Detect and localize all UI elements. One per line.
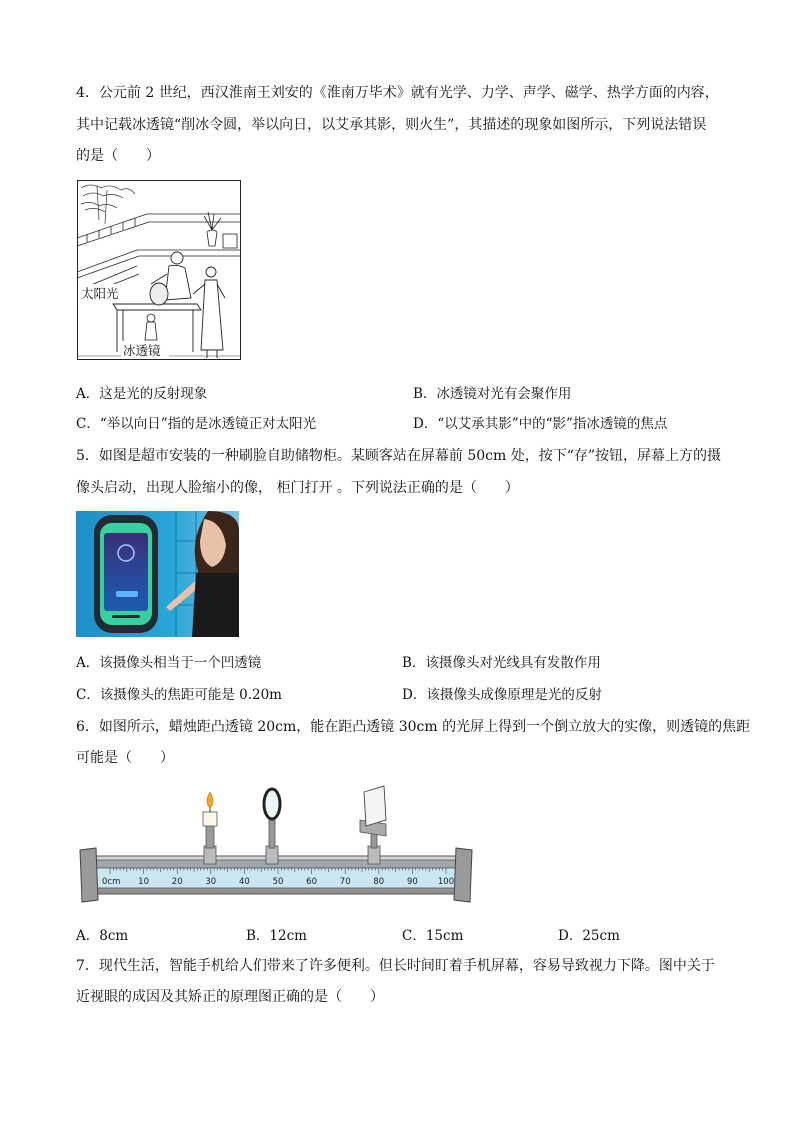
ruler-label: 10 (138, 877, 150, 887)
figure-label-ice-lens: 冰透镜 (123, 343, 161, 358)
figure-label-sun-light: 太阳光 (81, 286, 119, 301)
q6-option-a[interactable]: A．8cm (76, 928, 129, 944)
q6-stem-line-2: 可能是（ ） (76, 750, 174, 766)
convex-lens (264, 789, 280, 864)
ruler-label: 20 (171, 877, 183, 887)
q6-option-b[interactable]: B．12cm (246, 928, 307, 944)
ruler-label: 70 (339, 877, 351, 887)
ruler-label: 80 (373, 877, 385, 887)
q4-figure-ice-lens-illustration (77, 180, 241, 360)
q4-option-b[interactable]: B．冰透镜对光有会聚作用 (413, 386, 572, 402)
q4-option-d[interactable]: D．“以艾承其影”中的“影”指冰透镜的焦点 (413, 416, 668, 432)
q4-stem-line-1: 4．公元前 2 世纪，西汉淮南王刘安的《淮南万毕术》就有光学、力学、声学、磁学、热学方面的内容， (76, 85, 719, 101)
q4-option-c[interactable]: C．“举以向日”指的是冰透镜正对太阳光 (76, 416, 317, 432)
q7-stem-line-2: 近视眼的成因及其矫正的原理图正确的是（ ） (76, 989, 384, 1005)
q5-figure-face-recognition-locker-photo (76, 511, 239, 637)
ruler-label: 100 (437, 877, 455, 887)
q4-stem-line-3: 的是（ ） (76, 148, 160, 164)
q6-option-c[interactable]: C．15cm (402, 928, 464, 944)
candle (203, 792, 217, 864)
q5-option-d[interactable]: D．该摄像头成像原理是光的反射 (402, 687, 602, 703)
q6-figure-optical-bench (76, 784, 476, 908)
q5-option-a[interactable]: A．该摄像头相当于一个凹透镜 (76, 655, 262, 671)
ruler-label: 0cm (102, 877, 121, 887)
q7-stem-line-1: 7．现代生活，智能手机给人们带来了许多便利。但长时间盯着手机屏幕，容易导致视力下降。图中关于 (76, 958, 715, 974)
q5-stem-line-2: 像头启动，出现人脸缩小的像， 柜门打开 。下列说法正确的是（ ） (76, 480, 519, 496)
q4-option-a[interactable]: A．这是光的反射现象 (76, 386, 208, 402)
q4-stem-line-2: 其中记载冰透镜“削冰令圆，举以向日，以艾承其影，则火生”，其描述的现象如图所示，下列说法错误 (76, 117, 707, 133)
q5-option-c[interactable]: C．该摄像头的焦距可能是 0.20m (76, 687, 282, 703)
q5-stem-line-1: 5．如图是超市安装的一种刷脸自助储物柜。某顾客站在屏幕前 50cm 处，按下“存”按钮，屏幕上方的摄 (76, 448, 722, 464)
ruler-label: 30 (205, 877, 217, 887)
ruler-label: 50 (272, 877, 284, 887)
ruler-label: 40 (238, 877, 250, 887)
q5-option-b[interactable]: B．该摄像头对光线具有发散作用 (402, 655, 601, 671)
light-screen (360, 786, 386, 864)
q6-option-d[interactable]: D．25cm (558, 928, 620, 944)
ruler-label: 60 (306, 877, 318, 887)
q6-stem-line-1: 6．如图所示，蜡烛距凸透镜 20cm，能在距凸透镜 30cm 的光屏上得到一个倒立放大的实像，则透镜的焦距 (76, 719, 751, 735)
ruler-label: 90 (406, 877, 418, 887)
